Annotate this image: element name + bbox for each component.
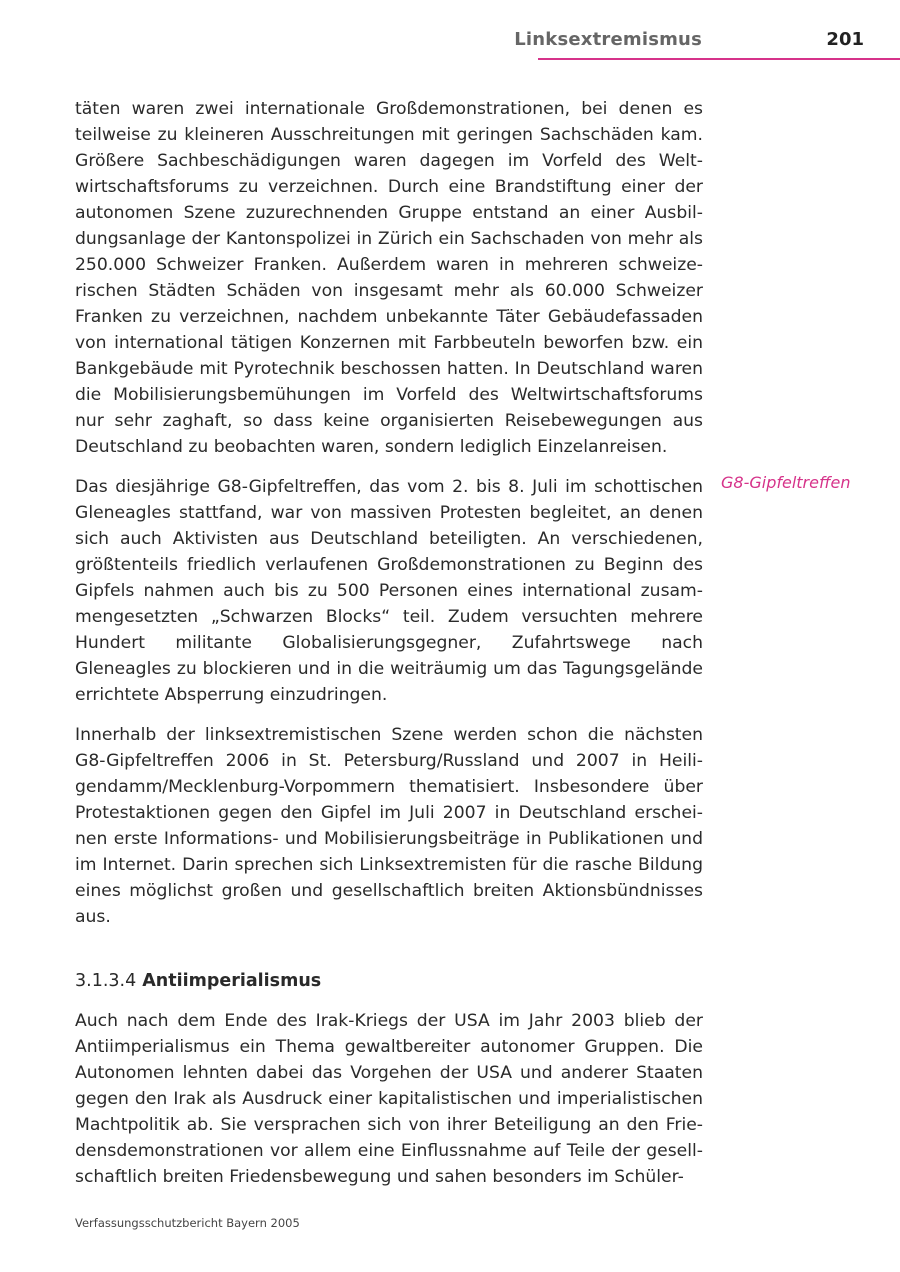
paragraph: Innerhalb der linksextremistischen Szene werden schon die nächsten G8-Gipfeltreffen 2006 in St. Petersburg/Russland und 2007 in Heiligendamm/Mecklenburg-Vorpommern thematisiert. Insbesondere über Protestaktionen gegen den Gipfel im Juli 2007 in Deutschland erscheinen erste Informations- und Mobilisierungsbeiträge in Publikationen und im Internet. Darin sprechen sich Linksextremisten für die rasche Bildung eines möglichst großen und gesellschaftlich breiten Aktionsbündnisses aus. bbox=[75, 725, 703, 927]
header-title: Linksextremismus bbox=[514, 29, 702, 50]
section-number: 3.1.3.4 bbox=[75, 971, 137, 991]
paragraph: Das diesjährige G8-Gipfeltreffen, das vom 2. bis 8. Juli im schottischen Gleneagles stattfand, war von massiven Protesten begleitet, an denen sich auch Aktivisten aus Deutschland beteiligten. An verschiedenen, größtenteils friedlich verlaufenen Großdemonstrationen zu Beginn des Gipfels nahmen auch bis zu 500 Personen eines international zusammengesetzten „Schwarzen Blocks“ teil. Zudem versuchten mehrere Hundert militante Globalisierungsgegner, Zufahrtswege nach Gleneagles zu blockieren und in die weiträumig um das Tagungsgelände errichtete Absperrung einzudringen. bbox=[75, 477, 703, 705]
page-number: 201 bbox=[826, 29, 864, 50]
footer: Verfassungsschutzbericht Bayern 2005 bbox=[75, 1216, 300, 1230]
paragraph: Auch nach dem Ende des Irak-Kriegs der USA im Jahr 2003 blieb der Antiimperialismus ein Thema gewaltbereiter autonomer Gruppen. Die Autonomen lehnten dabei das Vorgehen der USA und anderer Staaten gegen den Irak als Ausdruck einer kapitalistischen und imperialistischen Machtpolitik ab. Sie versprachen sich von ihrer Beteiligung an den Friedensdemonstrationen vor allem eine Einflussnahme auf Teile der gesellschaftlich breiten Friedensbewegung und sahen besonders im Schüler- bbox=[75, 1011, 703, 1187]
section-title: Antiimperialismus bbox=[142, 971, 322, 991]
body-text bbox=[75, 96, 703, 1204]
paragraph: täten waren zwei internationale Großdemonstrationen, bei denen es teilweise zu kleineren Ausschreitungen mit geringen Sachschäden kam. Größere Sachbeschädigungen waren dagegen im Vorfeld des Weltwirtschaftsforums zu verzeichnen. Durch eine Brandstiftung einer der autonomen Szene zuzurechnenden Gruppe entstand an einer Ausbildungsanlage der Kantonspolizei in Zürich ein Sachschaden von mehr als 250.000 Schweizer Franken. Außerdem waren in mehreren schweizerischen Städten Schäden von insgesamt mehr als 60.000 Schweizer Franken zu verzeichnen, nachdem unbekannte Täter Gebäudefassaden von international tätigen Konzernen mit Farbbeuteln beworfen bzw. ein Bankgebäude mit Pyrotechnik beschossen hatten. In Deutschland waren die Mobilisierungsbemühungen im Vorfeld des Weltwirtschaftsforums nur sehr zaghaft, so dass keine organisierten Reisebewegungen aus Deutschland zu beobachten waren, sondern lediglich Einzelanreisen. bbox=[75, 99, 703, 457]
margin-note: G8-Gipfeltreffen bbox=[721, 473, 851, 492]
section-heading bbox=[75, 968, 703, 994]
header-rule bbox=[538, 58, 900, 60]
